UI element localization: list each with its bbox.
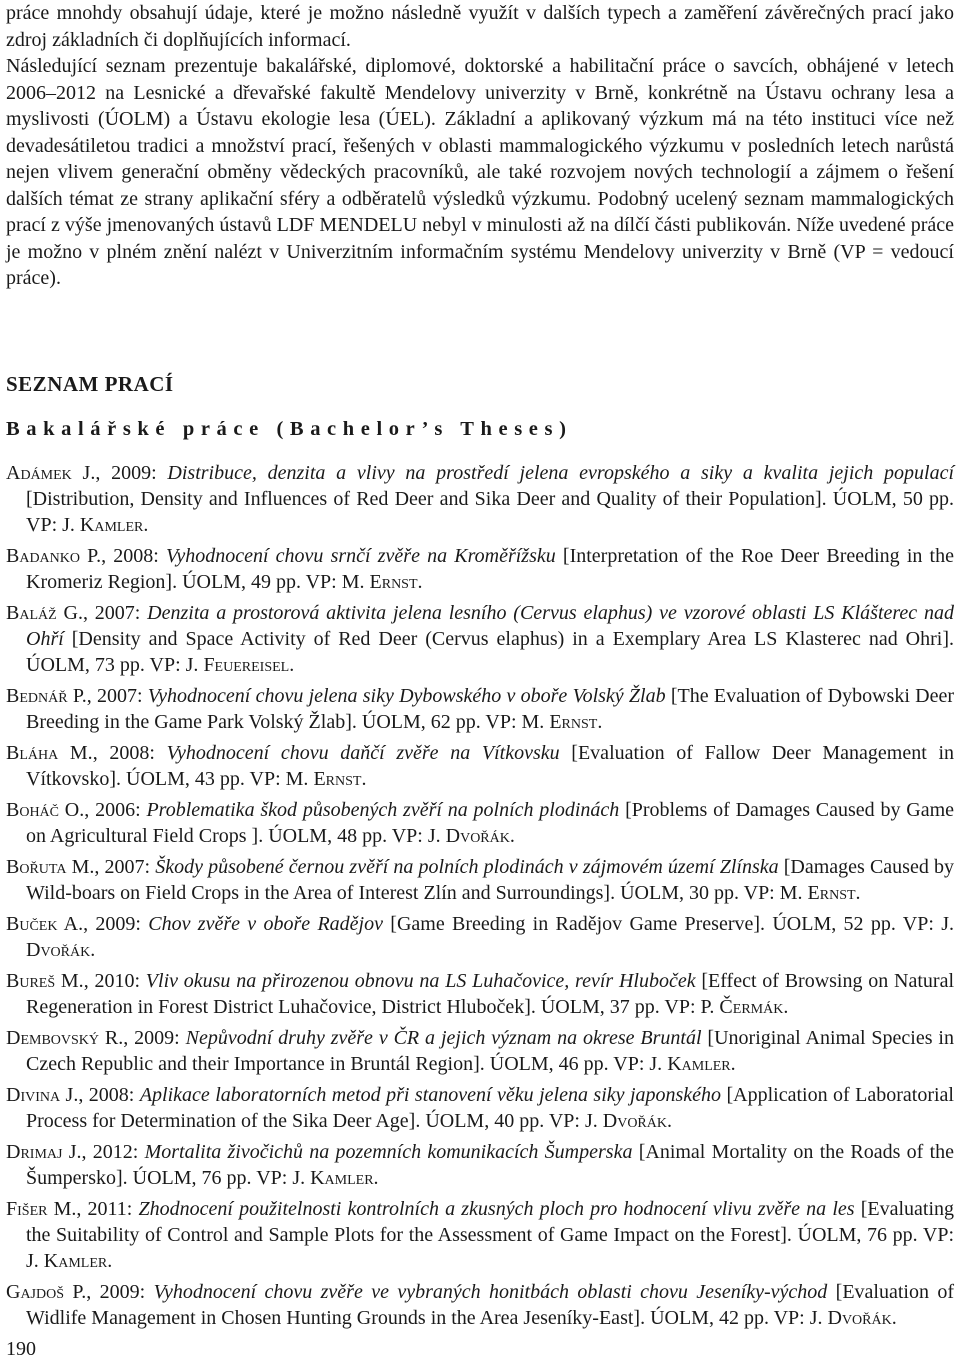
entry-title-en: [Effect of Browsing on Natural Regeneration in Forest District Luhačovice, District Hluboček] — [26, 970, 955, 1018]
entry-year: , 2010: — [83, 970, 146, 992]
entry-year: , 2007: — [94, 856, 156, 878]
entry-year: , 2009: — [83, 913, 149, 935]
entry-supervisor: Kamler. — [310, 1167, 379, 1189]
entry-title-en: [Evaluation of Widlife Management in Chosen Hunting Grounds in the Area Jeseníky-East] — [26, 1281, 955, 1329]
entry-title: Vliv okusu na přirozenou obnovu na LS Luhačovice, revír Hluboček — [145, 970, 696, 992]
entry-title: Aplikace laboratorních metod při stanovení věku jelena siky japonského — [139, 1084, 722, 1106]
entry-title-en: [Damages Caused by Wild-boars on Field Crops in the Area of Interest Zlín and Surroundings] — [26, 856, 954, 904]
entry-details: . ÚOLM, 50 pp. VP: J. — [26, 488, 955, 536]
entry-author: Divina J. — [6, 1084, 79, 1106]
entry-title: Vyhodnocení chovu srnčí zvěře na Kroměřížsku — [165, 545, 556, 567]
list-item — [6, 683, 954, 735]
page-number: 190 — [6, 1338, 36, 1360]
entry-title: Nepůvodní druhy zvěře v ČR a jejich význam na okrese Bruntál — [185, 1027, 702, 1049]
entry-author: Bednář P. — [6, 685, 87, 707]
entry-details: . ÚOLM, 49 pp. VP: M. — [172, 571, 370, 593]
entry-title-en: [Problems of Damages Caused by Game on Agricultural Field Crops ] — [26, 799, 955, 847]
entry-details: . ÚOLM, 42 pp. VP: J. — [640, 1307, 828, 1329]
entry-details: . ÚOLM, 46 pp. VP: J. — [479, 1053, 668, 1075]
entry-supervisor: Feuereisel. — [203, 654, 295, 676]
entry-year: , 2009: — [86, 1281, 154, 1303]
entry-title: Problematika škod působených zvěří na polních plodinách — [146, 799, 620, 821]
entry-details: . ÚOLM, 37 pp. VP: P. — [530, 996, 720, 1018]
entry-supervisor: Dvořák. — [26, 939, 96, 961]
entry-title: Škody působené černou zvěří na polních plodinách v zájmovém území Zlínska — [155, 856, 779, 878]
entry-title: Vyhodnocení chovu daňčí zvěře na Vítkovsku — [166, 742, 560, 764]
thesis-list — [6, 460, 954, 1336]
entry-title: Distribuce, denzita a vlivy na prostředí jelena evropského a siky a kvalita jejich populací — [167, 462, 955, 484]
entry-supervisor: Ernst. — [807, 882, 861, 904]
entry-title: Vyhodnocení chovu jelena siky Dybowského v oboře Volský Žlab — [147, 685, 666, 707]
entry-supervisor: Dvořák. — [602, 1110, 672, 1132]
entry-supervisor: Kamler. — [667, 1053, 736, 1075]
entry-author: Badanko P. — [6, 545, 102, 567]
list-item — [6, 460, 954, 538]
entry-author: Bořuta M. — [6, 856, 95, 878]
entry-author: Buček A. — [6, 913, 84, 935]
list-item — [6, 1139, 954, 1191]
entry-title: Vyhodnocení chovu zvěře ve vybraných honitbách oblasti chovu Jeseníky-východ — [153, 1281, 828, 1303]
entry-year: , 2008: — [101, 545, 166, 567]
intro-paragraph: práce mnohdy obsahují údaje, které je možno následně využít v dalších typech a zaměření závěrečných prací jako zdroj základních či doplňujících informací. Následující seznam prezentuje bakalářské, diplomové, doktorské a habilitační práce o savcích, obhájené v letech 2006–2012 na Lesnické a dřevařské fakultě Mendelovy univerzity v Brně, konkrétně na Ústavu ochrany lesa a myslivosti (ÚOLM) a Ústavu ekologie lesa (ÚEL). Základní a aplikovaný výzkum má na této instituci více než devadesátiletou tradici a množství prací, řešených v oblasti mammalogického výzkumu v posledních letech narůstá nejen vlivem generační obměny vědeckých pracovníků, ale také rozvojem nových technologií a zájmem o řešení dalších témat ze strany aplikační sféry a odběratelů výsledků výzkumu. Podobný ucelený seznam mammalogických prací z výše jmenovaných ústavů LDF MENDELU nebyl v minulosti až na dílčí části publikován. Níže uvedené práce je možno v plném znění nalézt v Univerzitním informačním systému Mendelovy univerzity v Brně (VP = vedoucí práce). — [6, 2, 954, 289]
list-item — [6, 543, 954, 595]
entry-title-en: [Density and Space Activity of Red Deer (Cervus elaphus) in a Exemplary Area LS Klasterec nad Ohri] — [63, 628, 949, 650]
list-item — [6, 797, 954, 849]
entry-author: Bureš M. — [6, 970, 84, 992]
list-item — [6, 600, 954, 678]
list-item — [6, 1082, 954, 1134]
entry-title: Zhodnocení použitelnosti kontrolních a zkusných ploch pro hodnocení vlivu zvěře na les — [138, 1198, 855, 1220]
entry-title-en: [Distribution, Density and Influences of Red Deer and Sika Deer and Quality of their Population] — [26, 488, 822, 510]
entry-details: . ÚOLM, 76 pp. VP: J. — [26, 1224, 955, 1272]
entry-year: , 2007: — [82, 602, 148, 624]
entry-author: Boháč O. — [6, 799, 85, 821]
entry-supervisor: Ernst. — [549, 711, 603, 733]
entry-supervisor: Čermák. — [719, 996, 789, 1018]
entry-supervisor: Dvořák. — [827, 1307, 897, 1329]
entry-title-en: [Game Breeding in Radějov Game Preserve] — [383, 913, 761, 935]
entry-year: , 2011: — [76, 1198, 139, 1220]
list-item — [6, 911, 954, 963]
entry-title-en: [Animal Mortality on the Roads of the Šumpersko] — [26, 1141, 955, 1189]
entry-title-en: [Application of Laboratorial Process for Determination of the Sika Deer Age] — [26, 1084, 954, 1132]
list-item — [6, 854, 954, 906]
entry-details: . ÚOLM, 73 pp. VP: J. — [26, 628, 954, 676]
entry-details: . ÚOLM, 30 pp. VP: M. — [610, 882, 808, 904]
entry-title-en: [The Evaluation of Dybowski Deer Breeding in the Game Park Volský Žlab] — [26, 685, 954, 733]
entry-supervisor: Kamler. — [43, 1250, 113, 1272]
entry-title: Mortalita živočichů na pozemních komunikacích Šumperska — [144, 1141, 633, 1163]
subsection-title: Bakalářské práce (Bachelor’s Theses) — [6, 418, 573, 440]
entry-supervisor: Ernst. — [369, 571, 423, 593]
entry-title-en: [Interpretation of the Roe Deer Breeding in the Kromeriz Region] — [26, 545, 954, 593]
document-page — [6, 0, 955, 1329]
entry-details: . ÚOLM, 62 pp. VP: M. — [351, 711, 550, 733]
entry-year: , 2009: — [95, 462, 168, 484]
entry-title-en: [Unoriginal Animal Species in Czech Republic and their Importance in Bruntál Region] — [26, 1027, 954, 1075]
entry-title-en: [Evaluation of Fallow Deer Management in Vítkovsko] — [26, 742, 954, 790]
entry-title-en: [Evaluating the Suitability of Control and Sample Plots for the Assessment of Game Impact on the Forest] — [26, 1198, 954, 1246]
entry-author: Adámek J. — [6, 462, 96, 484]
entry-year: , 2008: — [92, 742, 167, 764]
entry-details: . ÚOLM, 40 pp. VP: J. — [415, 1110, 603, 1132]
entry-supervisor: Kamler. — [79, 514, 149, 536]
entry-year: , 2008: — [78, 1084, 140, 1106]
entry-author: Dembovský R. — [6, 1027, 124, 1049]
entry-author: Drimaj J. — [6, 1141, 82, 1163]
entry-details: . ÚOLM, 43 pp. VP: M. — [116, 768, 314, 790]
entry-supervisor: Dvořák. — [445, 825, 515, 847]
list-item — [6, 740, 954, 792]
entry-year: , 2007: — [86, 685, 148, 707]
entry-year: , 2009: — [123, 1027, 186, 1049]
entry-details: . ÚOLM, 76 pp. VP: J. — [122, 1167, 311, 1189]
entry-year: , 2012: — [81, 1141, 145, 1163]
entry-title: Denzita a prostorová aktivita jelena lesního (Cervus elaphus) ve vzorové oblasti LS Klášterec nad Ohří — [26, 602, 955, 650]
entry-title: Chov zvěře v oboře Radějov — [148, 913, 383, 935]
entry-author: Bláha M. — [6, 742, 93, 764]
list-item — [6, 968, 954, 1020]
entry-year: , 2006: — [84, 799, 147, 821]
entry-supervisor: Ernst. — [313, 768, 367, 790]
entry-author: Fišer M. — [6, 1198, 77, 1220]
entry-author: Baláž G. — [6, 602, 83, 624]
entry-details: . ÚOLM, 48 pp. VP: J. — [258, 825, 446, 847]
entry-author: Gajdoš P. — [6, 1281, 87, 1303]
entry-details: . ÚOLM, 52 pp. VP: J. — [760, 913, 955, 935]
list-item — [6, 1025, 954, 1077]
list-item — [6, 1279, 954, 1331]
list-item — [6, 1196, 954, 1274]
section-title: SEZNAM PRACÍ — [6, 372, 174, 396]
